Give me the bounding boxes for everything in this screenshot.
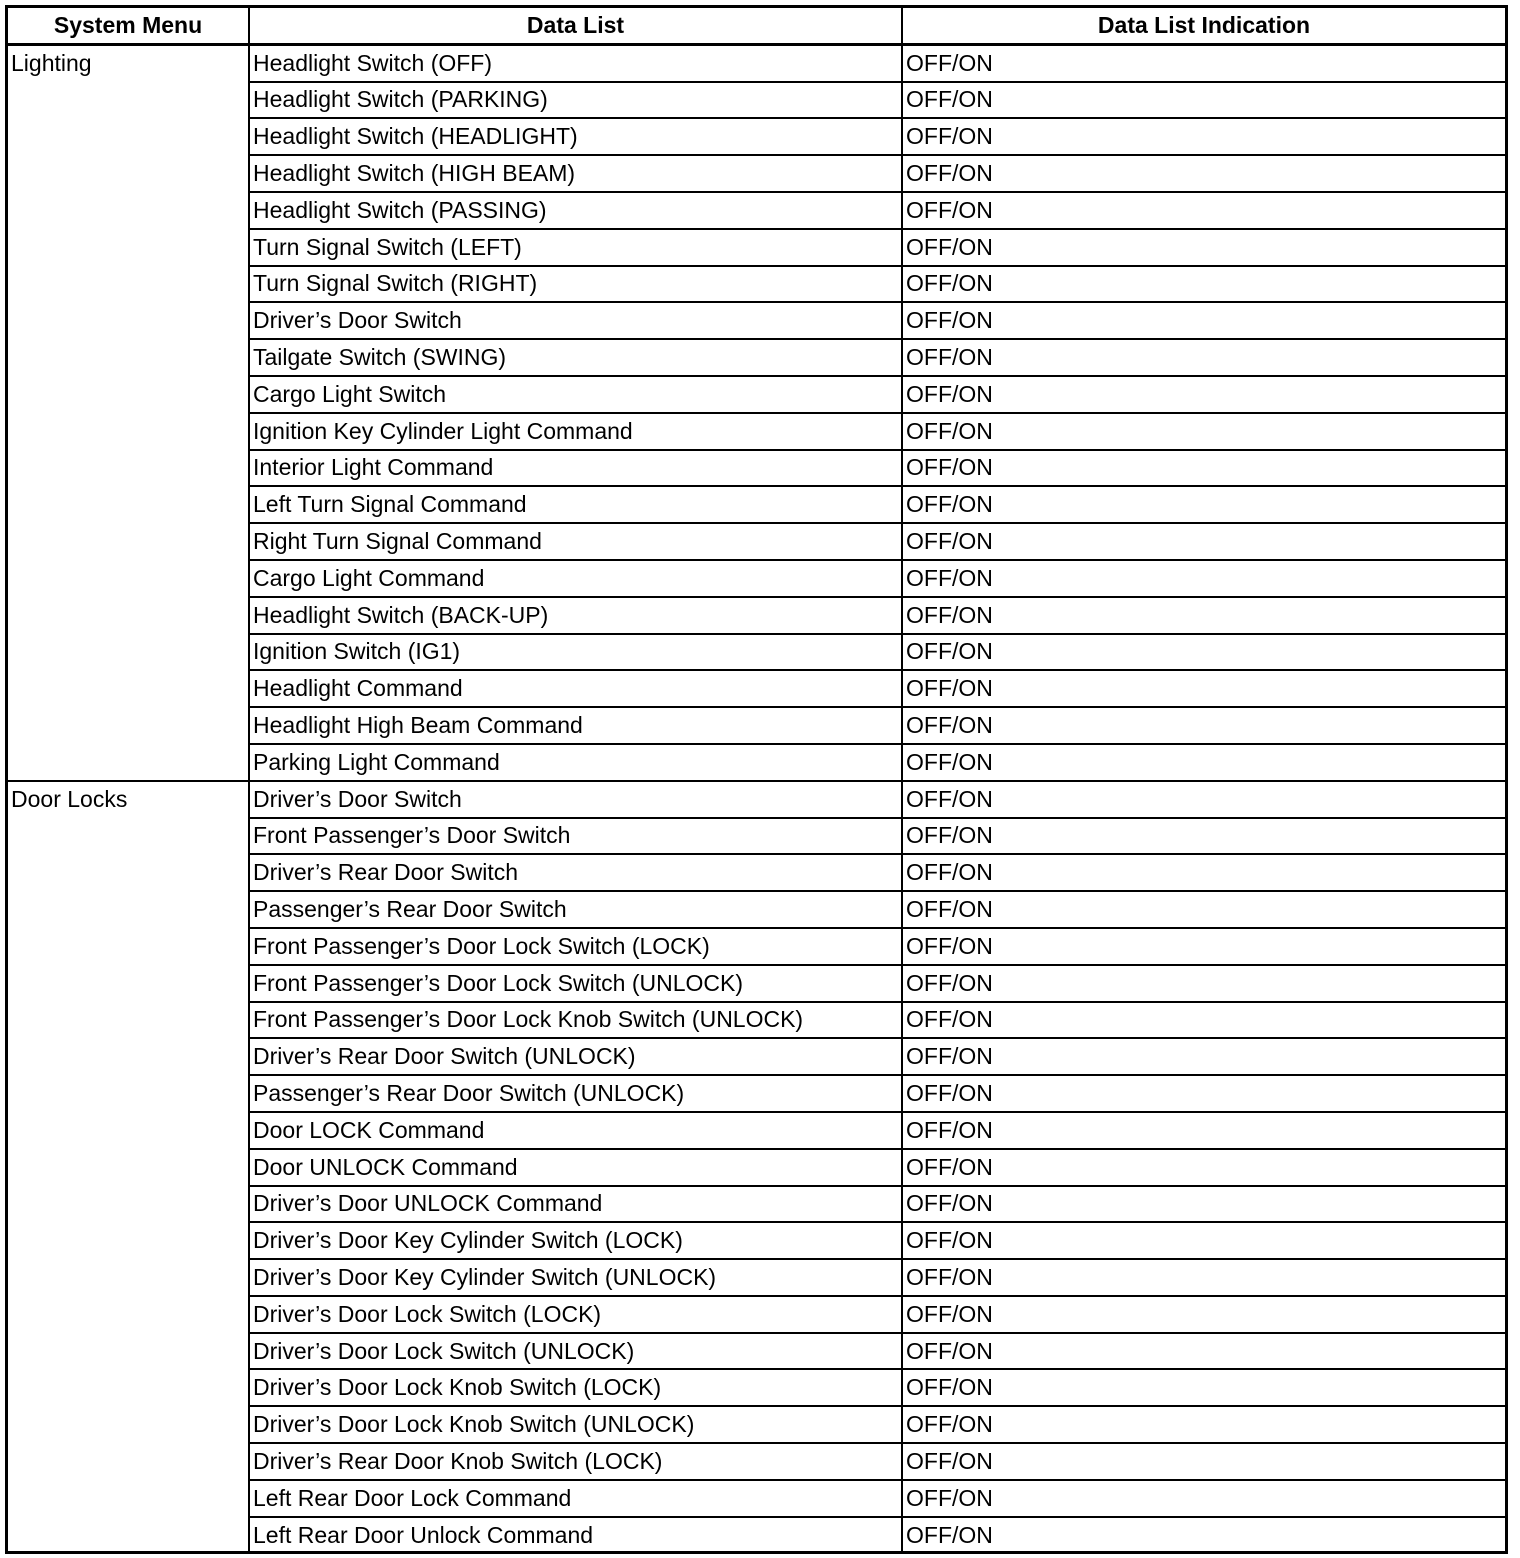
- table-body: [8, 45, 1505, 1554]
- data-list-cell: Driver’s Rear Door Switch (UNLOCK): [249, 1038, 902, 1075]
- indication-cell: OFF/ON: [902, 302, 1505, 339]
- data-list-cell: Headlight Switch (BACK-UP): [249, 597, 902, 634]
- data-list-cell: Front Passenger’s Door Switch: [249, 818, 902, 855]
- data-list-cell: Driver’s Door Lock Switch (UNLOCK): [249, 1333, 902, 1370]
- indication-cell: OFF/ON: [902, 413, 1505, 450]
- indication-cell: OFF/ON: [902, 854, 1505, 891]
- data-list-cell: Headlight Switch (PASSING): [249, 192, 902, 229]
- indication-cell: OFF/ON: [902, 781, 1505, 818]
- data-list-cell: Driver’s Door Lock Switch (LOCK): [249, 1296, 902, 1333]
- data-list-cell: Door LOCK Command: [249, 1112, 902, 1149]
- indication-cell: OFF/ON: [902, 1296, 1505, 1333]
- data-list-table-frame: [5, 5, 1508, 1554]
- indication-cell: OFF/ON: [902, 1038, 1505, 1075]
- indication-cell: OFF/ON: [902, 1369, 1505, 1406]
- indication-cell: OFF/ON: [902, 891, 1505, 928]
- table-header: [8, 8, 1505, 45]
- indication-cell: OFF/ON: [902, 1259, 1505, 1296]
- header-data-list: Data List: [249, 8, 902, 45]
- indication-cell: OFF/ON: [902, 707, 1505, 744]
- indication-cell: OFF/ON: [902, 928, 1505, 965]
- indication-cell: OFF/ON: [902, 1480, 1505, 1517]
- data-list-cell: Driver’s Door Switch: [249, 302, 902, 339]
- indication-cell: OFF/ON: [902, 486, 1505, 523]
- indication-cell: OFF/ON: [902, 1186, 1505, 1223]
- data-list-cell: Interior Light Command: [249, 450, 902, 487]
- indication-cell: OFF/ON: [902, 670, 1505, 707]
- indication-cell: OFF/ON: [902, 450, 1505, 487]
- data-list-cell: Passenger’s Rear Door Switch (UNLOCK): [249, 1075, 902, 1112]
- indication-cell: OFF/ON: [902, 266, 1505, 303]
- data-list-cell: Headlight Command: [249, 670, 902, 707]
- data-list-cell: Front Passenger’s Door Lock Switch (LOCK): [249, 928, 902, 965]
- indication-cell: OFF/ON: [902, 45, 1505, 82]
- data-list-cell: Driver’s Door Lock Knob Switch (UNLOCK): [249, 1406, 902, 1443]
- data-list-cell: Tailgate Switch (SWING): [249, 339, 902, 376]
- data-list-cell: Driver’s Door Switch: [249, 781, 902, 818]
- header-row: [8, 8, 1505, 45]
- data-list-cell: Left Rear Door Lock Command: [249, 1480, 902, 1517]
- system-menu-cell: Lighting: [8, 45, 249, 781]
- indication-cell: OFF/ON: [902, 523, 1505, 560]
- indication-cell: OFF/ON: [902, 1075, 1505, 1112]
- indication-cell: OFF/ON: [902, 155, 1505, 192]
- data-list-cell: Driver’s Rear Door Knob Switch (LOCK): [249, 1443, 902, 1480]
- data-list-cell: Headlight Switch (HEADLIGHT): [249, 118, 902, 155]
- data-list-cell: Driver’s Door Key Cylinder Switch (LOCK): [249, 1222, 902, 1259]
- data-list-cell: Headlight Switch (OFF): [249, 45, 902, 82]
- data-list-cell: Ignition Switch (IG1): [249, 634, 902, 671]
- indication-cell: OFF/ON: [902, 560, 1505, 597]
- data-list-cell: Left Rear Door Unlock Command: [249, 1517, 902, 1554]
- indication-cell: OFF/ON: [902, 192, 1505, 229]
- data-list-cell: Headlight Switch (HIGH BEAM): [249, 155, 902, 192]
- indication-cell: OFF/ON: [902, 965, 1505, 1002]
- indication-cell: OFF/ON: [902, 1002, 1505, 1039]
- indication-cell: OFF/ON: [902, 118, 1505, 155]
- indication-cell: OFF/ON: [902, 744, 1505, 781]
- data-list-cell: Cargo Light Command: [249, 560, 902, 597]
- indication-cell: OFF/ON: [902, 1149, 1505, 1186]
- header-data-list-indication: Data List Indication: [902, 8, 1505, 45]
- data-list-cell: Ignition Key Cylinder Light Command: [249, 413, 902, 450]
- indication-cell: OFF/ON: [902, 1112, 1505, 1149]
- indication-cell: OFF/ON: [902, 1333, 1505, 1370]
- table-row: [8, 781, 1505, 818]
- indication-cell: OFF/ON: [902, 818, 1505, 855]
- indication-cell: OFF/ON: [902, 376, 1505, 413]
- data-list-cell: Driver’s Door UNLOCK Command: [249, 1186, 902, 1223]
- data-list-cell: Parking Light Command: [249, 744, 902, 781]
- indication-cell: OFF/ON: [902, 82, 1505, 119]
- data-list-cell: Turn Signal Switch (LEFT): [249, 229, 902, 266]
- data-list-cell: Front Passenger’s Door Lock Knob Switch (UNLOCK): [249, 1002, 902, 1039]
- indication-cell: OFF/ON: [902, 597, 1505, 634]
- indication-cell: OFF/ON: [902, 1517, 1505, 1554]
- indication-cell: OFF/ON: [902, 229, 1505, 266]
- data-list-cell: Driver’s Rear Door Switch: [249, 854, 902, 891]
- data-list-cell: Driver’s Door Key Cylinder Switch (UNLOCK): [249, 1259, 902, 1296]
- indication-cell: OFF/ON: [902, 1222, 1505, 1259]
- indication-cell: OFF/ON: [902, 634, 1505, 671]
- system-menu-cell: Door Locks: [8, 781, 249, 1554]
- data-list-cell: Headlight High Beam Command: [249, 707, 902, 744]
- data-list-cell: Left Turn Signal Command: [249, 486, 902, 523]
- data-list-cell: Door UNLOCK Command: [249, 1149, 902, 1186]
- data-list-cell: Turn Signal Switch (RIGHT): [249, 266, 902, 303]
- data-list-cell: Front Passenger’s Door Lock Switch (UNLOCK): [249, 965, 902, 1002]
- data-list-cell: Cargo Light Switch: [249, 376, 902, 413]
- data-list-table: [8, 8, 1505, 1554]
- header-system-menu: System Menu: [8, 8, 249, 45]
- data-list-cell: Driver’s Door Lock Knob Switch (LOCK): [249, 1369, 902, 1406]
- data-list-cell: Right Turn Signal Command: [249, 523, 902, 560]
- data-list-cell: Headlight Switch (PARKING): [249, 82, 902, 119]
- table-row: [8, 45, 1505, 82]
- indication-cell: OFF/ON: [902, 1406, 1505, 1443]
- indication-cell: OFF/ON: [902, 339, 1505, 376]
- data-list-cell: Passenger’s Rear Door Switch: [249, 891, 902, 928]
- indication-cell: OFF/ON: [902, 1443, 1505, 1480]
